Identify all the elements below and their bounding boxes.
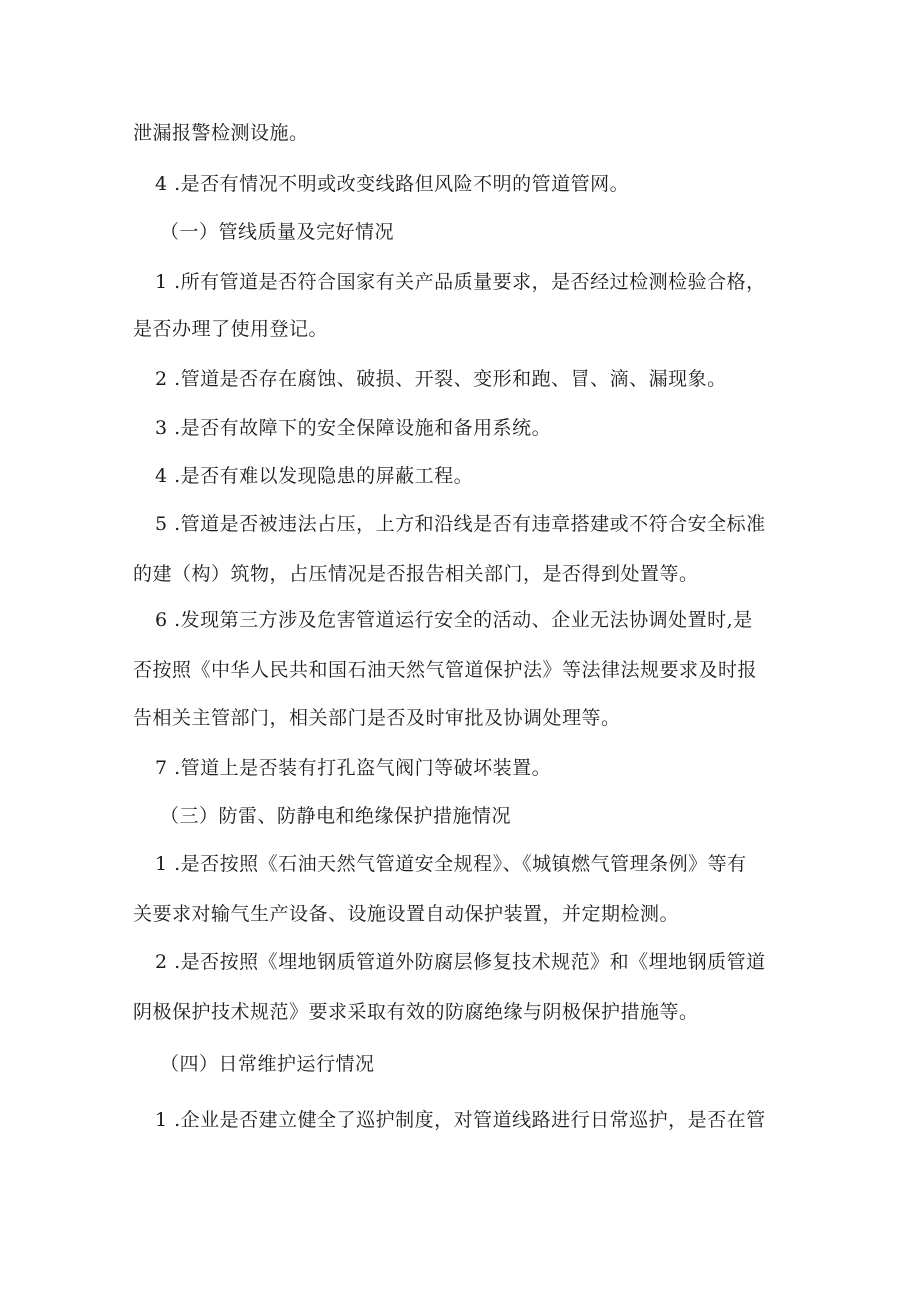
- text-line-5: 是否办理了使用登记。: [133, 318, 329, 340]
- text-line-19: 阴极保护技术规范》要求采取有效的防腐绝缘与阴极保护措施等。: [133, 1001, 699, 1023]
- text-line-8: 4 .是否有难以发现隐患的屏蔽工程。: [155, 465, 474, 487]
- text-line-16: 1 .是否按照《石油天然气管道安全规程》、《城镇燃气管理条例》等有: [155, 853, 747, 875]
- text-line-2: 4 .是否有情况不明或改变线路但风险不明的管道管网。: [155, 173, 630, 195]
- text-line-17: 关要求对输气生产设备、设施设置自动保护装置，并定期检测。: [133, 903, 680, 925]
- text-line-14: 7 .管道上是否装有打孔盗气阀门等破坏装置。: [155, 757, 552, 779]
- text-line-18: 2 .是否按照《埋地钢质管道外防腐层修复技术规范》和《埋地钢质管道: [155, 951, 766, 973]
- text-line-4: 1 .所有管道是否符合国家有关产品质量要求，是否经过检测检验合格，: [155, 271, 766, 293]
- text-line-9: 5 .管道是否被违法占压，上方和沿线是否有违章搭建或不符合安全标准: [155, 513, 766, 535]
- text-line-6: 2 .管道是否存在腐蚀、破损、开裂、变形和跑、冒、滴、漏现象。: [155, 368, 727, 390]
- text-line-7: 3 .是否有故障下的安全保障设施和备用系统。: [155, 417, 552, 439]
- text-line-11: 6 .发现第三方涉及危害管道运行安全的活动、企业无法协调处置时,是: [155, 609, 753, 631]
- section-heading-3: （三）防雷、防静电和绝缘保护措施情况: [160, 805, 512, 827]
- text-line-1: 泄漏报警检测设施。: [133, 122, 309, 144]
- text-line-21: 1 .企业是否建立健全了巡护制度，对管道线路进行日常巡护，是否在管: [155, 1109, 766, 1131]
- text-line-12: 否按照《中华人民共和国石油天然气管道保护法》等法律法规要求及时报: [133, 659, 758, 681]
- text-line-10: 的建（构）筑物，占压情况是否报告相关部门，是否得到处置等。: [133, 563, 699, 585]
- section-heading-4: （四）日常维护运行情况: [160, 1053, 375, 1075]
- section-heading-1: （一）管线质量及完好情况: [160, 221, 395, 243]
- text-line-13: 告相关主管部门，相关部门是否及时审批及协调处理等。: [133, 707, 621, 729]
